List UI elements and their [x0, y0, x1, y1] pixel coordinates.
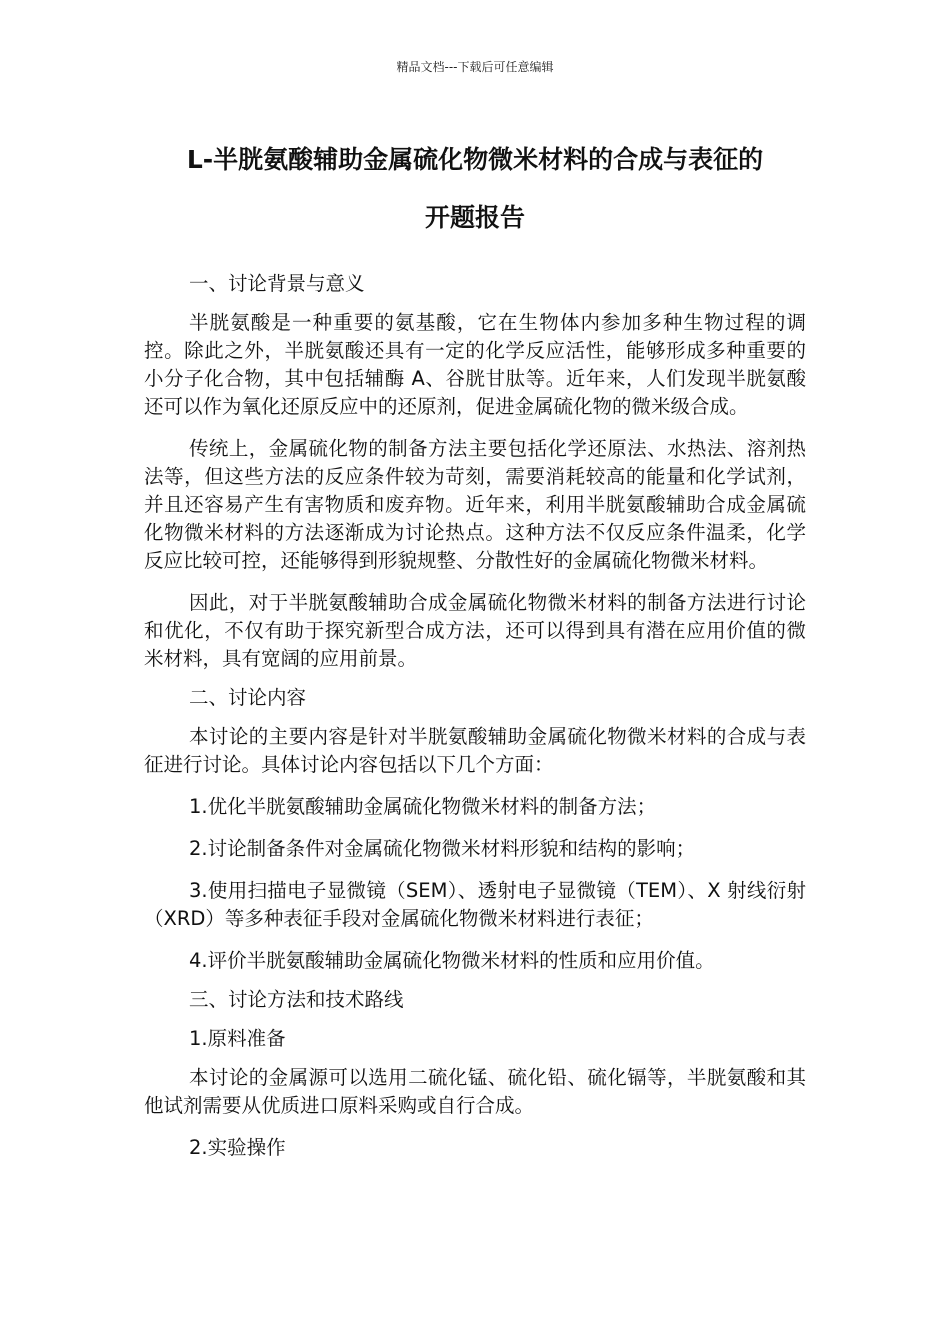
- section-3-heading: 三、讨论方法和技术路线: [189, 988, 404, 1011]
- section-3-subheading-1: 1.原料准备: [189, 1027, 286, 1050]
- document-body: [144, 270, 806, 1176]
- section-3-paragraph-1: 本讨论的金属源可以选用二硫化锰、硫化铅、硫化镉等，半胱氨酸和其他试剂需要从优质进口原料采购或自行合成。: [144, 1066, 806, 1117]
- list-item: 4.评价半胱氨酸辅助金属硫化物微米材料的性质和应用价值。: [189, 949, 715, 972]
- header-note: 精品文档---下载后可任意编辑: [396, 60, 554, 74]
- section-1-paragraph-1: 半胱氨酸是一种重要的氨基酸，它在生物体内参加多种生物过程的调控。除此之外，半胱氨酸还具有一定的化学反应活性，能够形成多种重要的小分子化合物，其中包括辅酶 A、谷胱甘肽等。近年来，人们发现半胱氨酸还可以作为氧化还原反应中的还原剂，促进金属硫化物的微米级合成。: [144, 311, 806, 418]
- section-1-paragraph-3: 因此，对于半胱氨酸辅助合成金属硫化物微米材料的制备方法进行讨论和优化，不仅有助于探究新型合成方法，还可以得到具有潜在应用价值的微米材料，具有宽阔的应用前景。: [144, 591, 806, 670]
- document-title-line-2: 开题报告: [424, 203, 525, 232]
- section-1-heading: 一、讨论背景与意义: [189, 272, 365, 295]
- list-item: 2.讨论制备条件对金属硫化物微米材料形貌和结构的影响；: [189, 837, 696, 860]
- document-title-line-1: L-半胱氨酸辅助金属硫化物微米材料的合成与表征的: [186, 145, 764, 174]
- list-item: 1.优化半胱氨酸辅助金属硫化物微米材料的制备方法；: [189, 795, 657, 818]
- section-2-heading: 二、讨论内容: [189, 686, 307, 709]
- section-2-paragraph-1: 本讨论的主要内容是针对半胱氨酸辅助金属硫化物微米材料的合成与表征进行讨论。具体讨论内容包括以下几个方面：: [144, 725, 806, 776]
- list-item: 3.使用扫描电子显微镜（SEM）、透射电子显微镜（TEM）、X 射线衍射（XRD）等多种表征手段对金属硫化物微米材料进行表征；: [144, 879, 806, 930]
- section-3-subheading-2: 2.实验操作: [189, 1136, 286, 1159]
- section-1-paragraph-2: 传统上，金属硫化物的制备方法主要包括化学还原法、水热法、溶剂热法等，但这些方法的反应条件较为苛刻，需要消耗较高的能量和化学试剂，并且还容易产生有害物质和废弃物。近年来，利用半胱氨酸辅助合成金属硫化物微米材料的方法逐渐成为讨论热点。这种方法不仅反应条件温柔，化学反应比较可控，还能够得到形貌规整、分散性好的金属硫化物微米材料。: [144, 437, 806, 572]
